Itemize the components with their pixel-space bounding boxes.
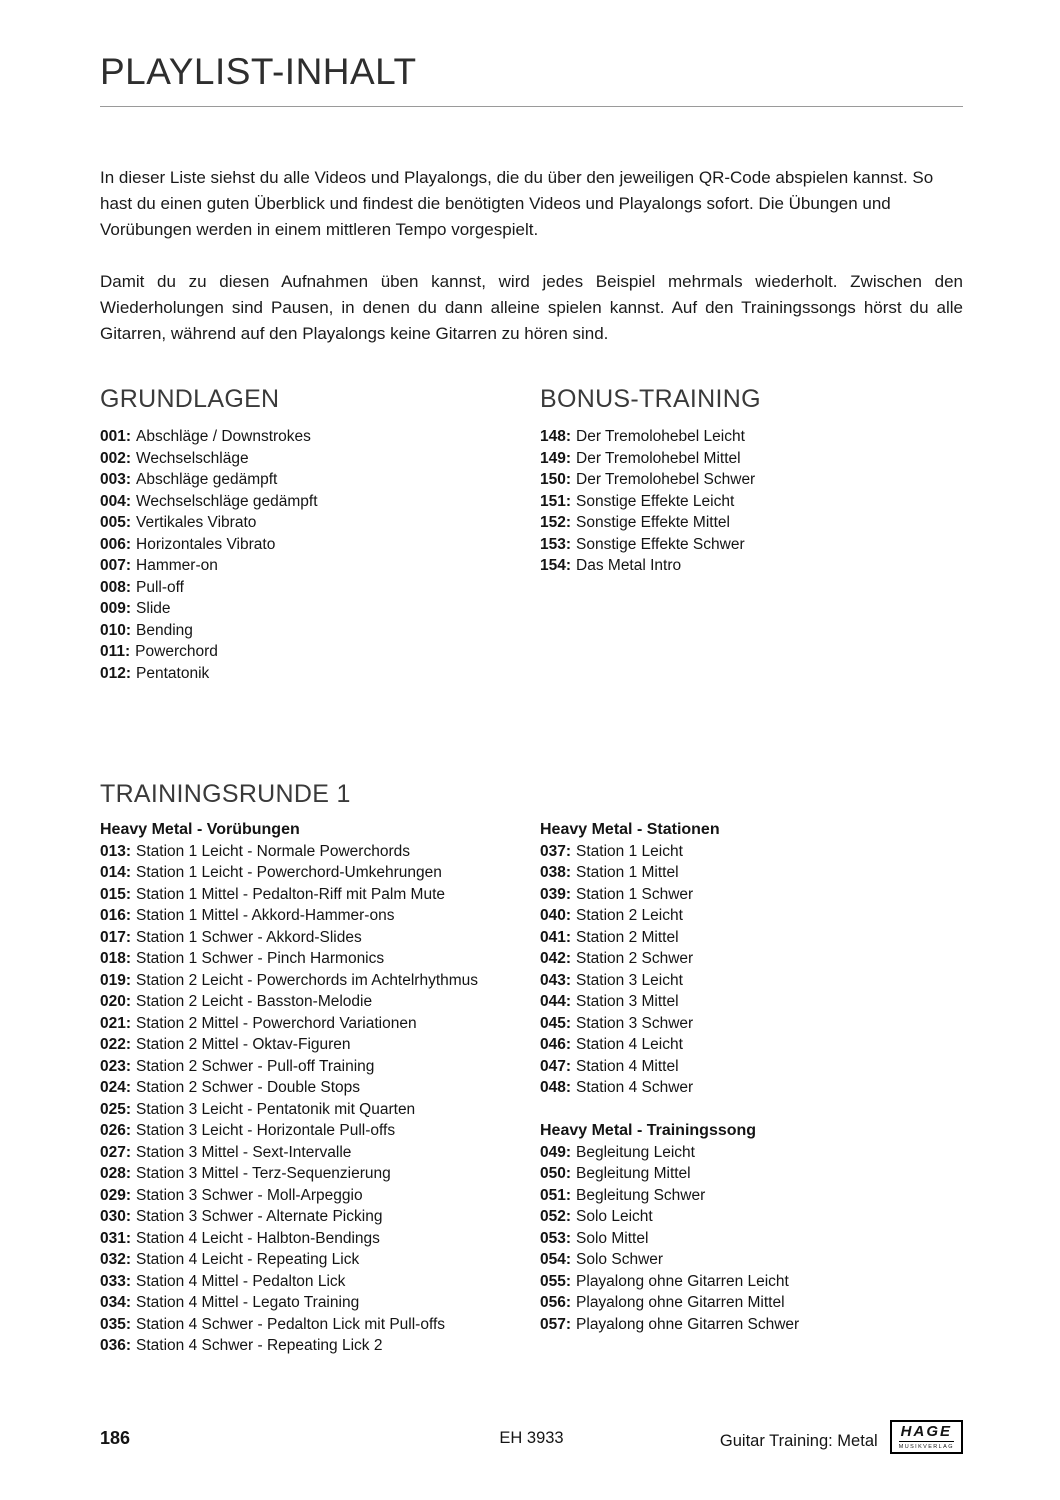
section-title-grundlagen: GRUNDLAGEN [100, 384, 280, 413]
track-label: Sonstige Effekte Schwer [576, 535, 745, 553]
playlist-item [100, 1034, 540, 1056]
track-number: 002: [100, 449, 132, 467]
playlist-item [540, 1077, 963, 1099]
track-number: 016: [100, 907, 132, 925]
track-number: 033: [100, 1272, 132, 1290]
track-label: Das Metal Intro [576, 557, 682, 575]
track-label: Begleitung Mittel [576, 1165, 691, 1183]
playlist-item [100, 555, 540, 577]
playlist-item [100, 1120, 540, 1142]
publisher-logo-text: HAGE [900, 1423, 952, 1440]
track-label: Station 4 Schwer [576, 1079, 694, 1097]
track-label: Station 4 Leicht - Halbton-Bendings [136, 1229, 380, 1247]
catalog-number: EH 3933 [499, 1429, 564, 1447]
track-number: 044: [540, 993, 572, 1011]
track-number: 038: [540, 864, 572, 882]
track-number: 013: [100, 842, 132, 860]
playlist-item [540, 1206, 963, 1228]
track-number: 008: [100, 578, 132, 596]
playlist-item [100, 577, 540, 599]
playlist-item [100, 663, 540, 685]
playlist-item [540, 1228, 963, 1250]
track-number: 053: [540, 1229, 572, 1247]
track-number: 009: [100, 600, 132, 618]
playlist-item [100, 991, 540, 1013]
group-header-trainingssong: Heavy Metal - Trainingssong [540, 1122, 757, 1140]
track-label: Station 4 Leicht [576, 1036, 683, 1054]
playlist-item [540, 1056, 963, 1078]
track-label: Station 4 Schwer - Repeating Lick 2 [136, 1337, 383, 1355]
playlist-item [100, 1292, 540, 1314]
track-label: Playalong ohne Gitarren Mittel [576, 1294, 785, 1312]
track-label: Station 1 Schwer [576, 885, 694, 903]
track-label: Station 2 Mittel - Oktav-Figuren [136, 1036, 351, 1054]
publisher-logo [890, 1420, 963, 1454]
track-number: 035: [100, 1315, 132, 1333]
track-label: Station 4 Leicht - Repeating Lick [136, 1251, 360, 1269]
track-label: Begleitung Schwer [576, 1186, 706, 1204]
playalong-list [540, 1271, 963, 1336]
bonus-training-list [540, 426, 963, 577]
track-label: Bending [136, 621, 193, 639]
track-label: Der Tremolohebel Schwer [576, 471, 756, 489]
track-number: 054: [540, 1251, 572, 1269]
track-number: 051: [540, 1186, 572, 1204]
playlist-item [100, 1077, 540, 1099]
basics-section [100, 385, 963, 685]
track-number: 047: [540, 1057, 572, 1075]
playlist-item [540, 1034, 963, 1056]
track-number: 014: [100, 864, 132, 882]
track-number: 048: [540, 1079, 572, 1097]
track-label: Abschläge gedämpft [136, 471, 278, 489]
track-number: 049: [540, 1143, 572, 1161]
playlist-item [100, 1249, 540, 1271]
playlist-item [540, 1292, 963, 1314]
playlist-item [100, 598, 540, 620]
track-label: Slide [136, 600, 171, 618]
intro-paragraph-2: Damit du zu diesen Aufnahmen üben kannst, wird jedes Beispiel mehrmals wiederholt. Zwischen den Wiederholungen sind Pausen, in denen du dann alleine spielen kannst. Auf den Trainingssongs hörst du alle Gitarren, während auf den Playalongs keine Gitarren zu hören sind. [100, 271, 963, 343]
playlist-item [100, 1142, 540, 1164]
track-number: 150: [540, 471, 572, 489]
group-header-stationen: Heavy Metal - Stationen [540, 821, 720, 839]
playlist-item [100, 1335, 540, 1357]
track-label: Der Tremolohebel Mittel [576, 449, 741, 467]
playlist-item [100, 1228, 540, 1250]
bonus-training-column [540, 385, 963, 685]
track-label: Station 3 Leicht - Pentatonik mit Quarten [136, 1100, 416, 1118]
grundlagen-list [100, 426, 540, 684]
track-number: 030: [100, 1208, 132, 1226]
track-label: Station 3 Leicht - Horizontale Pull-offs [136, 1122, 396, 1140]
track-label: Station 3 Schwer [576, 1014, 694, 1032]
track-number: 036: [100, 1337, 132, 1355]
track-number: 023: [100, 1057, 132, 1075]
stationen-list [540, 841, 963, 1099]
playlist-item [100, 1056, 540, 1078]
track-label: Station 2 Leicht [576, 907, 683, 925]
track-label: Abschläge / Downstrokes [136, 428, 311, 446]
playlist-item [540, 884, 963, 906]
playlist-item [540, 1163, 963, 1185]
track-number: 152: [540, 514, 572, 532]
track-label: Station 1 Leicht - Normale Powerchords [136, 842, 410, 860]
track-label: Der Tremolohebel Leicht [576, 428, 745, 446]
track-number: 004: [100, 492, 132, 510]
playlist-item [540, 512, 963, 534]
voruebungen-column [100, 819, 540, 1357]
track-label: Powerchord [135, 643, 218, 661]
section-title-bonus-training: BONUS-TRAINING [540, 384, 761, 413]
playlist-item [100, 512, 540, 534]
playlist-item [540, 534, 963, 556]
track-label: Sonstige Effekte Leicht [576, 492, 735, 510]
track-number: 154: [540, 557, 572, 575]
track-number: 043: [540, 971, 572, 989]
playlist-item [100, 1099, 540, 1121]
track-label: Wechselschläge gedämpft [136, 492, 318, 510]
playlist-item [540, 491, 963, 513]
intro-text [100, 165, 963, 347]
section-title-trainingsrunde-1: TRAININGSRUNDE 1 [100, 780, 351, 809]
track-number: 018: [100, 950, 132, 968]
page-footer [100, 1420, 963, 1458]
track-label: Wechselschläge [136, 449, 249, 467]
track-label: Station 3 Schwer - Alternate Picking [136, 1208, 383, 1226]
playlist-item [540, 1013, 963, 1035]
grundlagen-column [100, 385, 540, 685]
track-number: 028: [100, 1165, 132, 1183]
playlist-item [100, 862, 540, 884]
track-number: 007: [100, 557, 132, 575]
track-label: Station 2 Schwer - Pull-off Training [136, 1057, 375, 1075]
trainingssong-list [540, 1142, 963, 1271]
track-number: 003: [100, 471, 132, 489]
playlist-item [100, 905, 540, 927]
playlist-item [100, 448, 540, 470]
track-number: 017: [100, 928, 132, 946]
voruebungen-list [100, 841, 540, 1357]
track-label: Station 2 Leicht - Basston-Melodie [136, 993, 373, 1011]
track-label: Solo Mittel [576, 1229, 649, 1247]
track-number: 015: [100, 885, 132, 903]
page-title: PLAYLIST-INHALT [100, 51, 417, 92]
playlist-item [540, 426, 963, 448]
track-number: 149: [540, 449, 572, 467]
track-number: 006: [100, 535, 132, 553]
track-label: Solo Leicht [576, 1208, 653, 1226]
track-number: 024: [100, 1079, 132, 1097]
track-number: 020: [100, 993, 132, 1011]
stationen-column [540, 819, 963, 1357]
track-label: Station 1 Schwer - Akkord-Slides [136, 928, 362, 946]
track-label: Station 4 Mittel - Legato Training [136, 1294, 360, 1312]
track-number: 057: [540, 1315, 572, 1333]
intro-paragraph-1: In dieser Liste siehst du alle Videos und Playalongs, die du über den jeweiligen QR-Code abspielen kannst. So hast du einen guten Überblick und findest die benötigten Videos und Playalongs sofort. Die Übungen und Vorübungen werden in einem mittleren Tempo vorgespielt. [100, 167, 934, 239]
playlist-item [540, 1142, 963, 1164]
track-label: Station 3 Mittel [576, 993, 679, 1011]
track-number: 029: [100, 1186, 132, 1204]
track-label: Station 1 Leicht - Powerchord-Umkehrungen [136, 864, 442, 882]
track-label: Station 3 Schwer - Moll-Arpeggio [136, 1186, 363, 1204]
track-label: Station 2 Mittel [576, 928, 679, 946]
track-label: Station 1 Mittel - Akkord-Hammer-ons [136, 907, 395, 925]
track-number: 010: [100, 621, 132, 639]
playlist-item [100, 1013, 540, 1035]
playlist-item [100, 884, 540, 906]
playlist-item [100, 469, 540, 491]
track-number: 027: [100, 1143, 132, 1161]
track-label: Playalong ohne Gitarren Schwer [576, 1315, 800, 1333]
playlist-item [100, 620, 540, 642]
track-label: Station 4 Schwer - Pedalton Lick mit Pull-offs [136, 1315, 446, 1333]
publisher-logo-subtext: MUSIKVERLAG [898, 1444, 954, 1450]
playlist-item [100, 1163, 540, 1185]
track-number: 050: [540, 1165, 572, 1183]
track-label: Station 4 Mittel [576, 1057, 679, 1075]
track-number: 026: [100, 1122, 132, 1140]
track-label: Station 3 Mittel - Sext-Intervalle [136, 1143, 352, 1161]
track-label: Hammer-on [136, 557, 218, 575]
playlist-item [100, 1185, 540, 1207]
track-number: 039: [540, 885, 572, 903]
playlist-item [100, 491, 540, 513]
track-number: 034: [100, 1294, 132, 1312]
track-number: 056: [540, 1294, 572, 1312]
playlist-item [540, 948, 963, 970]
playlist-item [100, 1271, 540, 1293]
track-label: Solo Schwer [576, 1251, 664, 1269]
track-number: 022: [100, 1036, 132, 1054]
track-label: Pull-off [136, 578, 184, 596]
trainingsrunde-1-columns [100, 819, 963, 1357]
track-label: Pentatonik [136, 664, 210, 682]
playlist-item [100, 1314, 540, 1336]
playlist-item [100, 841, 540, 863]
book-title: Guitar Training: Metal [719, 1431, 878, 1450]
track-label: Station 3 Mittel - Terz-Sequenzierung [136, 1165, 391, 1183]
track-label: Station 1 Mittel - Pedalton-Riff mit Palm Mute [136, 885, 446, 903]
playlist-item [540, 1249, 963, 1271]
track-number: 151: [540, 492, 572, 510]
title-divider [100, 106, 963, 107]
playlist-item [540, 555, 963, 577]
track-number: 052: [540, 1208, 572, 1226]
playlist-item [100, 970, 540, 992]
track-number: 012: [100, 664, 132, 682]
track-number: 032: [100, 1251, 132, 1269]
track-number: 055: [540, 1272, 572, 1290]
group-header-voruebungen: Heavy Metal - Vorübungen [100, 821, 300, 839]
track-label: Station 2 Mittel - Powerchord Variationen [136, 1014, 417, 1032]
track-label: Station 1 Mittel [576, 864, 679, 882]
track-number: 037: [540, 842, 572, 860]
track-label: Station 2 Schwer [576, 950, 694, 968]
playlist-item [100, 426, 540, 448]
playlist-item [540, 841, 963, 863]
track-number: 153: [540, 535, 572, 553]
track-label: Sonstige Effekte Mittel [576, 514, 730, 532]
playlist-item [540, 862, 963, 884]
track-label: Station 1 Schwer - Pinch Harmonics [136, 950, 385, 968]
playlist-item [540, 905, 963, 927]
playlist-item [100, 927, 540, 949]
track-number: 005: [100, 514, 132, 532]
playlist-item [540, 1185, 963, 1207]
track-label: Station 2 Leicht - Powerchords im Achtelrhythmus [136, 971, 479, 989]
track-label: Station 3 Leicht [576, 971, 683, 989]
trainingsrunde-1-section [100, 780, 963, 1356]
track-number: 001: [100, 428, 132, 446]
playlist-item [540, 448, 963, 470]
playlist-item [540, 1314, 963, 1336]
track-label: Vertikales Vibrato [136, 514, 257, 532]
track-number: 046: [540, 1036, 572, 1054]
track-label: Station 2 Schwer - Double Stops [136, 1079, 361, 1097]
playlist-item [540, 1271, 963, 1293]
track-number: 031: [100, 1229, 132, 1247]
track-number: 045: [540, 1014, 572, 1032]
track-label: Station 1 Leicht [576, 842, 683, 860]
page-number: 186 [100, 1428, 131, 1448]
track-number: 019: [100, 971, 132, 989]
track-number: 042: [540, 950, 572, 968]
track-label: Station 4 Mittel - Pedalton Lick [136, 1272, 346, 1290]
playlist-item [100, 948, 540, 970]
track-number: 025: [100, 1100, 132, 1118]
playlist-item [540, 991, 963, 1013]
track-label: Playalong ohne Gitarren Leicht [576, 1272, 789, 1290]
playlist-item [540, 927, 963, 949]
track-number: 040: [540, 907, 572, 925]
playlist-item [100, 641, 540, 663]
track-number: 148: [540, 428, 572, 446]
track-label: Horizontales Vibrato [136, 535, 276, 553]
track-number: 041: [540, 928, 572, 946]
track-number: 021: [100, 1014, 132, 1032]
playlist-item [100, 534, 540, 556]
track-number: 011: [100, 643, 131, 661]
playlist-item [540, 469, 963, 491]
playlist-item [100, 1206, 540, 1228]
footer-right-group [720, 1420, 963, 1454]
track-label: Begleitung Leicht [576, 1143, 695, 1161]
playlist-item [540, 970, 963, 992]
